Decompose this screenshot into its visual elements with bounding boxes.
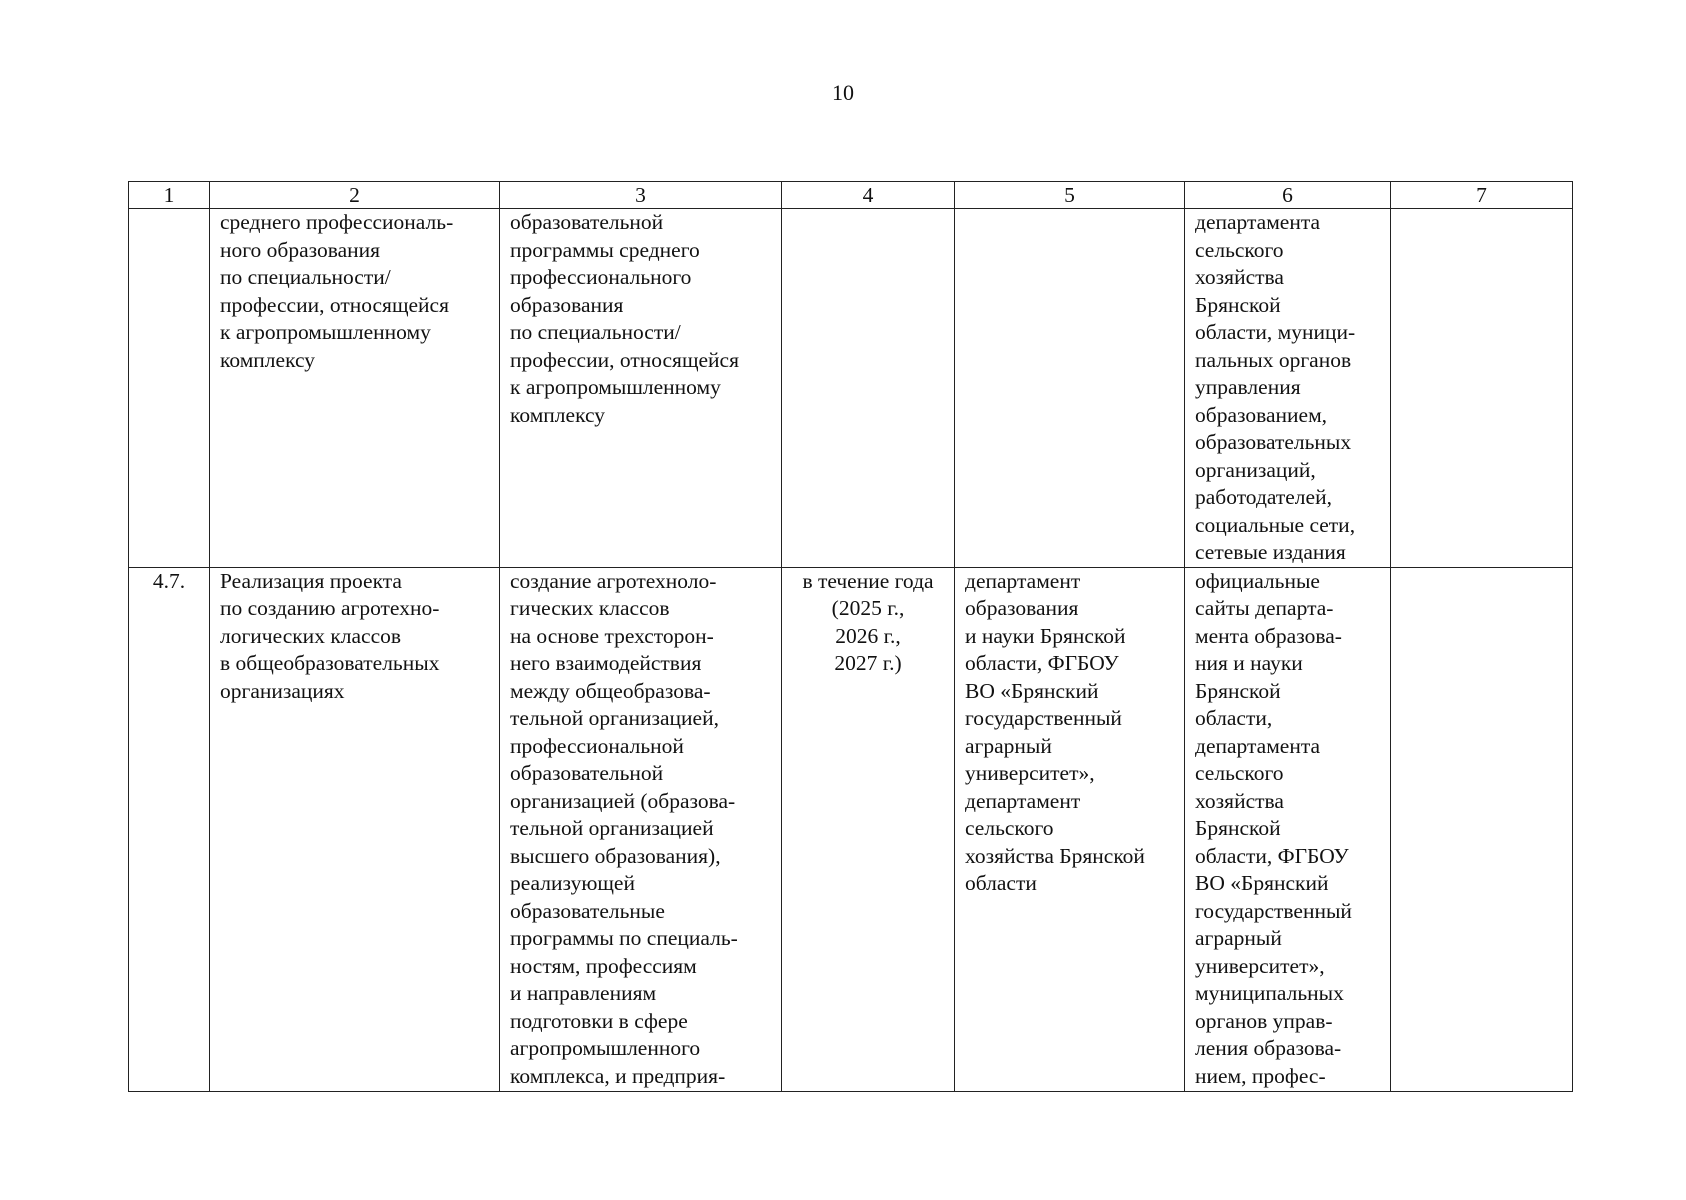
cell-text-line: муниципальных — [1195, 981, 1344, 1005]
cell-text-line: государственный — [965, 706, 1122, 730]
cell-text-line: создание агротехноло- — [510, 568, 717, 593]
cell-text-line: тельной организацией, — [510, 706, 719, 730]
cell-text-line: аграрный — [1195, 926, 1282, 950]
cell-text-line: организациях — [220, 678, 345, 703]
cell-text-line: агропромышленного — [510, 1036, 701, 1060]
column-number: 5 — [955, 182, 1185, 209]
cell-text-line: департамента — [1195, 210, 1321, 234]
cell-text-line: образовательные — [510, 898, 665, 923]
column-number: 1 — [129, 182, 210, 209]
deadline-cell — [782, 567, 955, 1091]
table-row — [129, 567, 1573, 1091]
cell-text-line: официальные — [1195, 568, 1320, 593]
cell-text-line: мента образова- — [1195, 623, 1342, 648]
column-number: 4 — [782, 182, 955, 209]
cell-text-line: комплексу — [510, 402, 605, 427]
cell-text-line: в общеобразовательных — [220, 651, 440, 675]
cell-text-line: профессии, относящейся — [220, 292, 449, 317]
column-number: 2 — [210, 182, 500, 209]
cell-text-line: ВО «Брянский — [1195, 871, 1329, 895]
cell-text-line: образования — [965, 596, 1079, 620]
cell-text-line: области, ФГБОУ — [965, 651, 1119, 675]
cell-text-line: профессиональной — [510, 733, 684, 758]
cell-text-line: тельной организацией — [510, 816, 714, 840]
cell-text-line: аграрный — [965, 733, 1052, 758]
cell-text-line: сайты департа- — [1195, 596, 1334, 620]
cell-text-line: и направлениям — [510, 981, 657, 1005]
cell-text-line: к агропромышленному — [510, 375, 721, 399]
cell-text-line: профессионального — [510, 265, 692, 289]
cell-text-line: области — [965, 871, 1037, 895]
cell-text-line: Брянской — [1195, 816, 1281, 840]
page-number: 10 — [832, 80, 854, 105]
cell-text-line: в течение года — [802, 568, 934, 593]
cell-text-line: и науки Брянской — [965, 623, 1126, 648]
cell-text-line: среднего профессиональ- — [220, 210, 454, 234]
cell-text-line: организаций, — [1195, 457, 1316, 482]
note-cell — [1391, 209, 1573, 568]
cell-text-line: по специальности/ — [510, 320, 681, 344]
cell-text-line: высшего образования), — [510, 843, 721, 868]
cell-text-line: департамента — [1195, 733, 1321, 758]
cell-text-line: социальные сети, — [1195, 512, 1356, 537]
cell-text-line: ния и науки — [1195, 651, 1303, 675]
cell-text-line: образовательной — [510, 210, 664, 234]
note-cell — [1391, 567, 1573, 1091]
plan-table — [128, 181, 1573, 1092]
cell-text-line: комплекса, и предприя- — [510, 1063, 726, 1088]
cell-text-line: (2025 г., — [831, 596, 905, 620]
cell-text-line: университет», — [1195, 953, 1325, 978]
cell-text-line: пальных органов — [1195, 347, 1352, 372]
responsible-cell — [955, 209, 1185, 568]
cell-text-line: сельского — [965, 816, 1054, 840]
cell-text-line: подготовки в сфере — [510, 1008, 688, 1033]
cell-text-line: 2027 г.) — [834, 651, 902, 675]
info-channels-cell — [1185, 209, 1391, 568]
cell-text-line: программы среднего — [510, 237, 700, 262]
cell-text-line: области, ФГБОУ — [1195, 843, 1349, 868]
cell-text-line: него взаимодействия — [510, 651, 702, 675]
cell-text-line: ления образова- — [1195, 1036, 1342, 1060]
cell-text-line: управления — [1195, 375, 1301, 399]
cell-text-line: Брянской — [1195, 678, 1281, 703]
cell-text-line: по созданию агротехно- — [220, 596, 440, 620]
cell-text-line: государственный — [1195, 898, 1352, 923]
cell-text-line: сельского — [1195, 761, 1284, 785]
cell-text-line: образовательной — [510, 761, 664, 785]
cell-text-line: образованием, — [1195, 402, 1328, 427]
cell-text-line: департамент — [965, 788, 1081, 813]
cell-text-line: хозяйства Брянской — [965, 843, 1145, 868]
responsible-cell — [955, 567, 1185, 1091]
table-row — [129, 209, 1573, 568]
item-number-cell — [129, 209, 210, 568]
cell-text-line: к агропромышленному — [220, 320, 431, 344]
cell-text-line: организацией (образова- — [510, 788, 736, 813]
cell-text-line: ностям, профессиям — [510, 953, 697, 978]
cell-text-line: программы по специаль- — [510, 926, 738, 950]
column-number: 7 — [1391, 182, 1573, 209]
cell-text-line: образования — [510, 292, 624, 317]
cell-text-line: сельского — [1195, 237, 1284, 262]
cell-text-line: области, — [1195, 706, 1273, 730]
cell-text-line: хозяйства — [1195, 265, 1284, 289]
cell-text-line: между общеобразова- — [510, 678, 711, 703]
cell-text-line: гических классов — [510, 596, 670, 620]
cell-text-line: сетевые издания — [1195, 540, 1346, 564]
activity-name-cell — [210, 567, 500, 1091]
cell-text-line: нием, профес- — [1195, 1063, 1326, 1088]
cell-text-line: 2026 г., — [835, 623, 901, 648]
cell-text-line: университет», — [965, 761, 1095, 785]
cell-text-line: хозяйства — [1195, 788, 1284, 813]
cell-text-line: области, муници- — [1195, 320, 1356, 344]
cell-text-line: на основе трехсторон- — [510, 623, 714, 648]
cell-text-line: органов управ- — [1195, 1008, 1333, 1033]
cell-text-line: 4.7. — [152, 568, 186, 593]
cell-text-line: профессии, относящейся — [510, 347, 739, 372]
activity-name-cell — [210, 209, 500, 568]
column-number-row — [129, 182, 1573, 209]
cell-text-line: ного образования — [220, 237, 381, 262]
cell-text-line: реализующей — [510, 871, 635, 895]
item-number-cell — [129, 567, 210, 1091]
column-number: 3 — [500, 182, 782, 209]
cell-text-line: логических классов — [220, 623, 402, 648]
cell-text-line: по специальности/ — [220, 265, 391, 289]
cell-text-line: департамент — [965, 568, 1081, 593]
cell-text-line: ВО «Брянский — [965, 678, 1099, 703]
cell-text-line: образовательных — [1195, 430, 1352, 454]
content-cell — [500, 567, 782, 1091]
content-cell — [500, 209, 782, 568]
cell-text-line: комплексу — [220, 347, 315, 372]
cell-text-line: Реализация проекта — [220, 568, 402, 593]
deadline-cell — [782, 209, 955, 568]
info-channels-cell — [1185, 567, 1391, 1091]
cell-text-line: Брянской — [1195, 292, 1281, 317]
cell-text-line: работодателей, — [1195, 485, 1332, 509]
column-number: 6 — [1185, 182, 1391, 209]
